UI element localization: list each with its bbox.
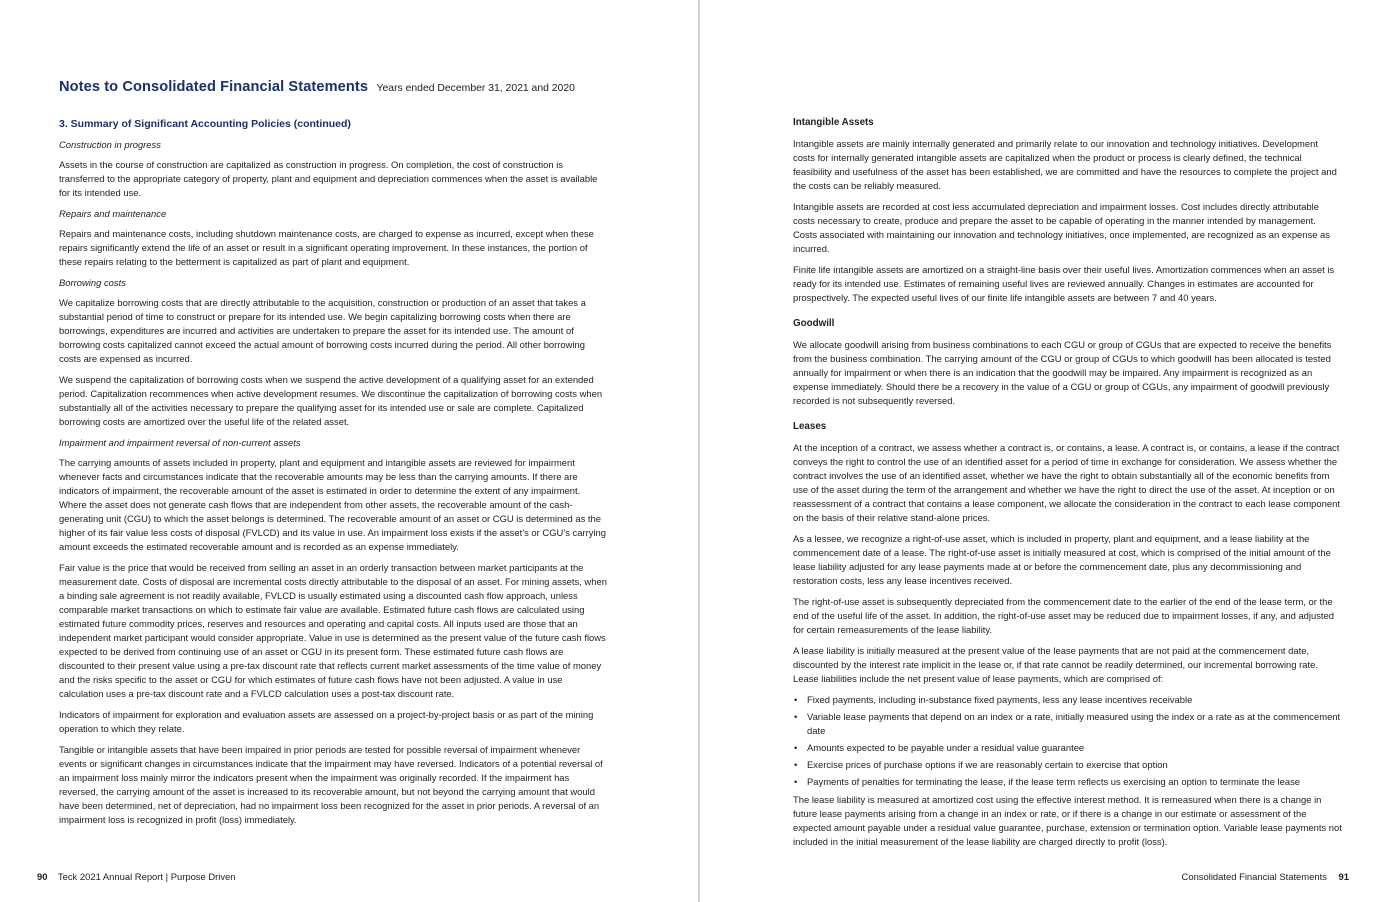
section-heading: 3. Summary of Significant Accounting Policies (continued)	[59, 118, 351, 130]
leases-paragraph-4: A lease liability is initially measured at the present value of the lease payments that are not paid at the commencement date, discounted by the interest rate implicit in the lease or, if that rate cannot be readily determined, our incremental borrowing rate. Lease liabilities include the net present value of lease payments, which are comprised of:	[793, 645, 1318, 684]
repairs-paragraph: Repairs and maintenance costs, including shutdown maintenance costs, are charged to expense as incurred, except when these repairs significantly extend the life of an asset or result in a significant operating improvement. In these instances, the portion of these repairs relating to the betterment is capitalized as part of plant and equipment.	[59, 228, 594, 267]
page-subtitle: Years ended December 31, 2021 and 2020	[376, 83, 575, 94]
intangible-paragraph-2: Intangible assets are recorded at cost less accumulated depreciation and impairment losses. Cost includes directly attributable costs necessary to create, produce and prepare the asset to be capable of operating in the manner intended by management. Costs associated with maintaining our innovation and technology initiatives, once implemented, are recognized as an expense as incurred.	[793, 201, 1330, 254]
footer-section-title: Consolidated Financial Statements	[1181, 871, 1327, 882]
leases-paragraph-3: The right-of-use asset is subsequently depreciated from the commencement date to the earlier of the end of the lease term, or the end of the useful life of the asset. In addition, the right-of-use asset may be reduced due to impairment losses, if any, and adjusted for certain remeasurements of the lease liability.	[793, 596, 1335, 635]
bullet-icon: •	[794, 759, 798, 770]
page-title: Notes to Consolidated Financial Statements	[59, 79, 369, 95]
page-number-right: 91	[1338, 871, 1349, 882]
page-header	[59, 78, 679, 96]
bullet-icon: •	[794, 742, 798, 753]
goodwill-heading: Goodwill	[793, 318, 835, 329]
leases-heading: Leases	[793, 421, 827, 432]
right-column	[793, 116, 1342, 856]
construction-heading: Construction in progress	[59, 139, 161, 150]
borrowing-paragraph-1: We capitalize borrowing costs that are directly attributable to the acquisition, construction or production of an asset that takes a substantial period of time to construct or prepare for its intended use. We begin capitalizing borrowing costs when there are borrowings, expenditures are incurred and activities are undertaken to prepare the asset for its intended use. The amount of borrowing costs capitalized cannot exceed the actual amount of borrowing costs incurred during the period. All other borrowing costs are expensed as incurred.	[59, 297, 586, 364]
bullet-icon: •	[794, 694, 798, 705]
intangible-heading: Intangible Assets	[793, 117, 874, 128]
goodwill-paragraph: We allocate goodwill arising from business combinations to each CGU or group of CGUs that are expected to receive the benefits from the business combination. The carrying amount of the CGU or group of CGUs to which goodwill has been allocated is tested annually for impairment or when there is an indication that the goodwill may be impaired. Any impairment is recognized as an expense immediately. Should there be a recovery in the value of a CGU or group of CGUs, any impairment of goodwill previously recorded is not subsequently reversed.	[793, 339, 1332, 406]
footer-right	[1182, 871, 1349, 882]
borrowing-heading: Borrowing costs	[59, 277, 126, 288]
impairment-paragraph-3: Indicators of impairment for exploration and evaluation assets are assessed on a project-by-project basis or as part of the mining operation to which they relate.	[59, 709, 594, 734]
leases-paragraph-2: As a lessee, we recognize a right-of-use asset, which is included in property, plant and equipment, and a lease liability at the commencement date of a lease. The right-of-use asset is initially measured at cost, which is comprised of the initial amount of the lease liability adjusted for any lease payments made at or before the commencement date, plus any decommissioning and restoration costs, less any lease incentives received.	[793, 533, 1331, 586]
left-column	[59, 117, 607, 834]
lease-payments-list	[793, 693, 1342, 789]
page-number-left: 90	[37, 871, 48, 882]
footer-report-title: Teck 2021 Annual Report | Purpose Driven	[57, 871, 236, 882]
impairment-paragraph-4: Tangible or intangible assets that have been impaired in prior periods are tested for possible reversal of impairment whenever events or significant changes in circumstances indicate that the impairment may have reversed. Indicators of a potential reversal of an impairment loss mainly mirror the indicators present when the impairment was originally recorded. If the impairment has reversed, the carrying amount of the asset is increased to its recoverable amount, but not beyond the carrying amount that would have been determined, net of depreciation, had no impairment loss been recognized for the asset in prior periods. A reversal of an impairment loss is recognized in profit (loss) immediately.	[59, 744, 603, 825]
borrowing-paragraph-2: We suspend the capitalization of borrowing costs when we suspend the active development of a qualifying asset for an extended period. Capitalization recommences when active development resumes. We discontinue the capitalization of borrowing costs when substantially all of the activities necessary to prepare the qualifying asset for its intended use or sale are complete. Capitalized borrowing costs are amortized over the useful life of the related asset.	[59, 374, 603, 427]
list-item: • Fixed payments, including in-substance fixed payments, less any lease incentives receivable	[794, 694, 1193, 705]
impairment-paragraph-2: Fair value is the price that would be received from selling an asset in an orderly transaction between market participants at the measurement date. Costs of disposal are incremental costs directly attributable to the disposal of an asset. For mining assets, when a binding sale agreement is not readily available, FVLCD is usually estimated using a discounted cash flow approach, unless comparable market transactions on which to estimate fair value are available. Estimated future cash flows are calculated using estimated future commodity prices, reserves and resources and operating and capital costs. All inputs used are those that an independent market participant would consider appropriate. Value in use is determined as the present value of the future cash flows expected to be derived from continuing use of an asset or CGU in its present form. These estimated future cash flows are discounted to their present value using a pre-tax discount rate that reflects current market assessments of the time value of money and the risks specific to the asset or CGU for which estimates of future cash flows have not been adjusted. A value in use calculation uses a pre-tax discount rate and a FVLCD calculation uses a post-tax discount rate.	[59, 562, 607, 699]
impairment-paragraph-1: The carrying amounts of assets included in property, plant and equipment and intangible assets are reviewed for impairment whenever facts and circumstances indicate that the recoverable amounts may be less than the carrying amounts. If there are indicators of impairment, the recoverable amount of the asset is estimated in order to determine the extent of any impairment. Where the asset does not generate cash flows that are independent from other assets, the recoverable amount of the cash-generating unit (CGU) to which the asset belongs is determined. The recoverable amount of an asset or CGU is determined as the higher of its fair value less costs of disposal (FVLCD) and its value in use. An impairment loss exists if the asset’s or CGU’s carrying amount exceeds the estimated recoverable amount and is recorded as an expense immediately.	[59, 457, 607, 552]
leases-paragraph-5: The lease liability is measured at amortized cost using the effective interest method. It is remeasured when there is a change in future lease payments arising from a change in an index or rate, or if there is a change in our estimate or assessment of the expected amount payable under a residual value guarantee, purchase, extension or termination option. Variable lease payments not included in the initial measurement of the lease liability are charged directly to profit (loss).	[793, 794, 1342, 847]
intangible-paragraph-3: Finite life intangible assets are amortized on a straight-line basis over their useful lives. Amortization commences when an asset is ready for its intended use. Estimates of remaining useful lives are reviewed annually. Changes in estimates are accounted for prospectively. The expected useful lives of our finite life intangible assets are between 7 and 40 years.	[793, 264, 1335, 303]
list-item: • Variable lease payments that depend on an index or a rate, initially measured using the index or a rate as at the commencement date	[794, 711, 1341, 736]
intangible-paragraph-1: Intangible assets are mainly internally generated and primarily relate to our innovation and technology initiatives. Development costs for internally generated intangible assets are capitalized when the product or process is clearly defined, the technical feasibility and usefulness of the asset has been established, we are committed and have the resources to complete the project and the costs can be reliably measured.	[793, 138, 1337, 191]
list-item: • Exercise prices of purchase options if we are reasonably certain to exercise that option	[794, 759, 1168, 770]
repairs-heading: Repairs and maintenance	[59, 208, 167, 219]
leases-paragraph-1: At the inception of a contract, we assess whether a contract is, or contains, a lease. A contract is, or contains, a lease if the contract conveys the right to control the use of an identified asset for a period of time in exchange for consideration. We assess whether the contract involves the use of an identified asset, whether we have the right to obtain substantially all of the economic benefits from use of the asset during the term of the arrangement and whether we have the right to direct the use of the asset. At inception or on reassessment of a contract that contains a lease component, we allocate the consideration in the contract to each lease component on the basis of their relative stand-alone prices.	[793, 442, 1340, 523]
bullet-icon: •	[794, 776, 798, 787]
list-item: • Payments of penalties for terminating the lease, if the lease term reflects us exercising an option to terminate the lease	[794, 776, 1301, 787]
impairment-heading: Impairment and impairment reversal of non-current assets	[59, 437, 301, 448]
footer-left	[37, 871, 236, 882]
construction-paragraph: Assets in the course of construction are capitalized as construction in progress. On completion, the cost of construction is transferred to the appropriate category of property, plant and equipment and depreciation commences when the asset is available for its intended use.	[59, 159, 598, 198]
list-item: • Amounts expected to be payable under a residual value guarantee	[794, 742, 1085, 753]
right-page	[700, 0, 1395, 902]
bullet-icon: •	[794, 711, 798, 722]
